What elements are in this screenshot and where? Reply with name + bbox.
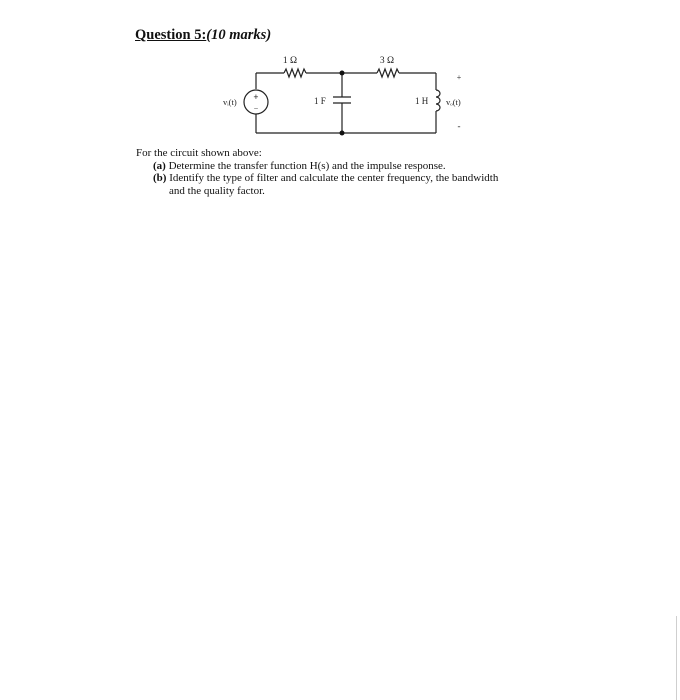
resistor-1-label: 1 Ω — [282, 56, 298, 66]
output-label: vₒ(t) — [446, 97, 461, 107]
page-edge-divider — [676, 616, 677, 700]
question-text — [136, 147, 556, 197]
source-plus-sign: + — [253, 92, 259, 102]
item-a-text: Determine the transfer function H(s) and the impulse response. — [168, 159, 446, 172]
item-b-text: Identify the type of filter and calculate the center frequency, the bandwidth — [169, 172, 499, 184]
question-number: Question 5: — [135, 27, 207, 43]
intro-line: For the circuit shown above: — [136, 147, 262, 159]
item-b-continuation: and the quality factor. — [169, 184, 265, 197]
item-b-tag: (b) — [153, 172, 167, 184]
source-minus-sign: − — [253, 104, 259, 113]
resistor-2-label: 3 Ω — [379, 56, 395, 66]
source-label: vᵢ(t) — [223, 97, 237, 107]
junction-top — [340, 71, 345, 76]
junction-bottom — [340, 131, 345, 136]
inductor-label: 1 H — [415, 96, 429, 106]
inductor-coil — [436, 90, 440, 111]
capacitor-label: 1 F — [314, 96, 326, 106]
list-item-a — [136, 160, 556, 173]
list-item-b — [136, 172, 556, 197]
resistor-1 — [284, 69, 306, 77]
output-plus-sign: + — [456, 73, 462, 82]
output-minus-sign: - — [457, 121, 461, 131]
question-marks: (10 marks) — [206, 27, 272, 43]
circuit-diagram — [0, 0, 680, 150]
item-a-tag: (a) — [153, 159, 166, 172]
resistor-2 — [377, 69, 399, 77]
